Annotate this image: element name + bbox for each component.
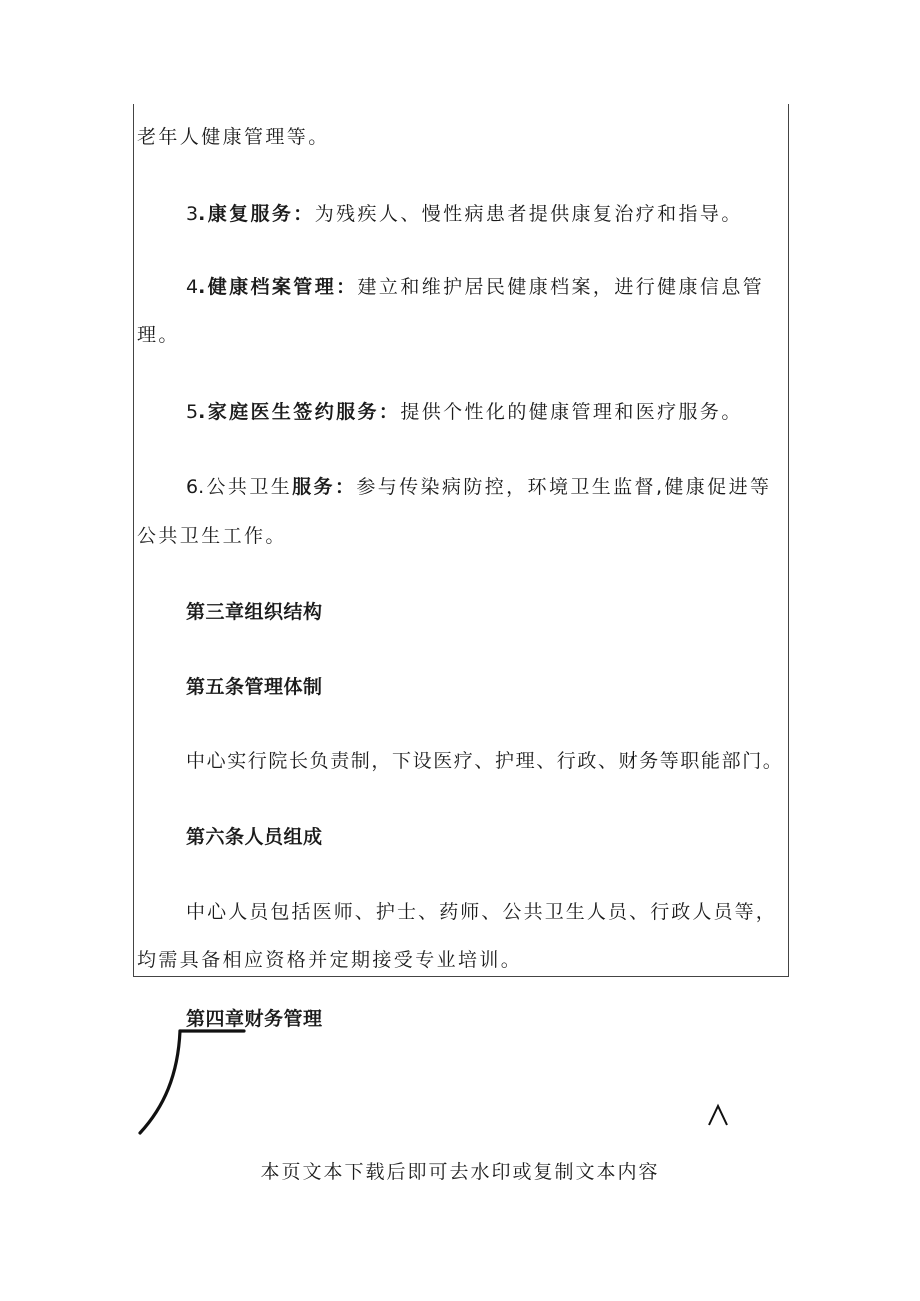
text-line: 均需具备相应资格并定期接受专业培训。 — [137, 949, 523, 971]
article-heading: 第六条人员组成 — [186, 826, 323, 848]
list-item-rehabilitation: 3.康复服务：为残疾人、慢性病患者提供康复治疗和指导。 — [186, 203, 743, 225]
text-line: 公共卫生工作。 — [137, 525, 287, 547]
list-item-health-records: 4.健康档案管理：建立和维护居民健康档案，进行健康信息管 — [186, 276, 765, 298]
paragraph: 中心实行院长负责制，下设医疗、护理、行政、财务等职能部门。 — [186, 750, 784, 772]
chapter-heading: 第四章财务管理 — [186, 1008, 323, 1030]
footer-notice: 本页文本下载后即可去水印或复制文本内容 — [260, 1161, 660, 1183]
chapter-heading: 第三章组织结构 — [186, 601, 323, 623]
text-line: 老年人健康管理等。 — [137, 126, 330, 148]
paragraph: 中心人员包括医师、护士、药师、公共卫生人员、行政人员等， — [186, 901, 777, 923]
article-heading: 第五条管理体制 — [186, 676, 323, 698]
list-item-family-doctor: 5.家庭医生签约服务：提供个性化的健康管理和医疗服务。 — [186, 401, 743, 423]
list-item-public-health: 6.公共卫生服务：参与传染病防控，环境卫生监督,健康促进等 — [186, 476, 772, 498]
text-line: 理。 — [137, 324, 180, 346]
caret-up-icon — [707, 1103, 729, 1127]
page-corner-mark-icon — [136, 1025, 250, 1140]
